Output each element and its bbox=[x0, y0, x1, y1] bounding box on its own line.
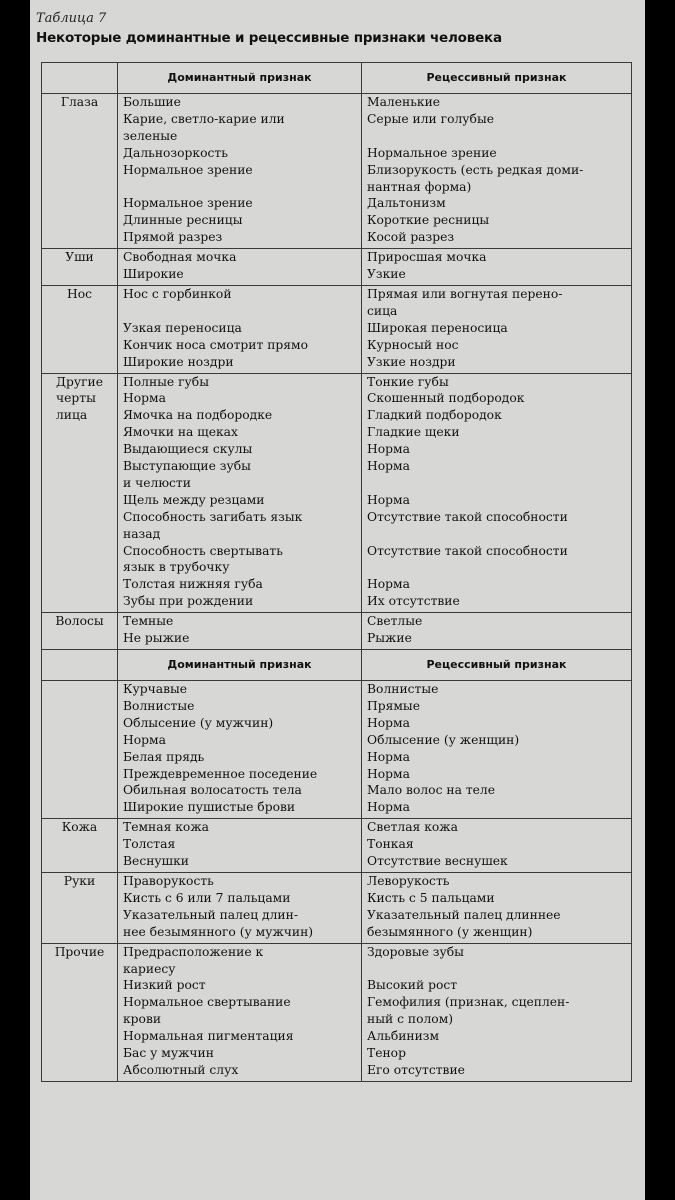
traits-table bbox=[41, 62, 632, 1082]
recessive-trait-line: Указательный палец длиннее bbox=[367, 907, 561, 922]
category-cell bbox=[42, 285, 118, 373]
recessive-trait-line: Прямая или вогнутая перено- bbox=[367, 286, 563, 301]
recessive-trait-line: Гладкие щеки bbox=[367, 425, 460, 440]
dominant-trait-line: Кисть с 6 или 7 пальцами bbox=[123, 890, 291, 905]
recessive-trait-line: Светлые bbox=[367, 614, 423, 629]
section-row bbox=[42, 681, 632, 819]
dominant-trait-line: Свободная мочка bbox=[123, 250, 237, 265]
recessive-trait-line: Узкие bbox=[367, 267, 406, 282]
dominant-trait-line: Толстая bbox=[123, 837, 176, 852]
category-cell bbox=[42, 373, 118, 613]
section-row bbox=[42, 249, 632, 286]
book-page bbox=[30, 0, 645, 1200]
category-cell bbox=[42, 819, 118, 873]
category-label: Руки bbox=[63, 873, 96, 888]
dominant-trait-line: Зубы при рождении bbox=[123, 594, 254, 609]
category-cell bbox=[42, 94, 118, 249]
category-cell bbox=[42, 872, 118, 943]
category-label: Нос bbox=[66, 286, 92, 301]
recessive-trait-line: Его отсутствие bbox=[367, 1062, 465, 1077]
dominant-trait-line: Способность свертывать bbox=[123, 543, 283, 558]
dominant-trait-line: Норма bbox=[123, 391, 166, 406]
dominant-trait-line: язык в трубочку bbox=[123, 560, 230, 575]
recessive-trait-line: Тенор bbox=[367, 1046, 406, 1061]
dominant-trait-line: Облысение (у мужчин) bbox=[123, 715, 274, 730]
recessive-trait-line bbox=[367, 128, 631, 145]
recessive-cell bbox=[362, 943, 632, 1081]
recessive-cell bbox=[362, 613, 632, 650]
category-label: Глаза bbox=[60, 95, 99, 109]
dominant-trait-line: Предрасположение к bbox=[123, 944, 264, 959]
dominant-trait-line: Нормальная пигментация bbox=[123, 1029, 294, 1044]
dominant-trait-line: Узкая переносица bbox=[123, 320, 242, 335]
dominant-trait-line: Щель между резцами bbox=[123, 492, 265, 507]
dominant-trait-line: Способность загибать язык bbox=[123, 509, 303, 524]
dominant-cell bbox=[118, 943, 362, 1081]
dominant-cell bbox=[118, 872, 362, 943]
recessive-trait-line: Курносый нос bbox=[367, 337, 459, 352]
recessive-trait-line: Короткие ресницы bbox=[367, 213, 490, 228]
recessive-trait-line bbox=[367, 475, 631, 492]
dominant-trait-line: Веснушки bbox=[123, 854, 189, 869]
dominant-trait-line: Карие, светло-карие или bbox=[123, 111, 285, 126]
header-dominant: Доминантный признак bbox=[118, 650, 362, 681]
recessive-trait-line: Маленькие bbox=[367, 95, 441, 109]
header-dominant: Доминантный признак bbox=[118, 63, 362, 94]
dominant-trait-line bbox=[123, 179, 361, 196]
dominant-trait-line: Полные губы bbox=[123, 374, 209, 389]
category-cell bbox=[42, 681, 118, 819]
section-row bbox=[42, 373, 632, 613]
recessive-trait-line: Облысение (у женщин) bbox=[367, 732, 520, 747]
recessive-trait-line: Норма bbox=[367, 749, 410, 764]
recessive-trait-line: Норма bbox=[367, 459, 410, 474]
recessive-trait-line: Гемофилия (признак, сцеплен- bbox=[367, 995, 570, 1010]
recessive-trait-line: Высокий рост bbox=[367, 978, 458, 993]
dominant-trait-line: Нормальное зрение bbox=[123, 196, 253, 211]
recessive-cell bbox=[362, 249, 632, 286]
category-cell bbox=[42, 249, 118, 286]
dominant-trait-line: крови bbox=[123, 1012, 162, 1027]
section-row bbox=[42, 872, 632, 943]
recessive-trait-line: Тонкие губы bbox=[367, 374, 449, 389]
category-cell bbox=[42, 613, 118, 650]
dominant-trait-line: Курчавые bbox=[123, 682, 188, 696]
recessive-cell bbox=[362, 285, 632, 373]
recessive-trait-line: Мало волос на теле bbox=[367, 783, 495, 798]
dominant-trait-line: Нос с горбинкой bbox=[123, 286, 232, 301]
dominant-trait-line: Абсолютный слух bbox=[123, 1062, 239, 1077]
recessive-trait-line: Отсутствие веснушек bbox=[367, 854, 508, 869]
recessive-trait-line: Косой разрез bbox=[367, 230, 455, 245]
recessive-cell bbox=[362, 373, 632, 613]
section-row bbox=[42, 819, 632, 873]
category-label: Волосы bbox=[55, 614, 104, 629]
dominant-trait-line: Темные bbox=[123, 614, 174, 629]
recessive-trait-line: Отсутствие такой способности bbox=[367, 543, 568, 558]
recessive-cell bbox=[362, 819, 632, 873]
dominant-trait-line: Широкие пушистые брови bbox=[123, 800, 296, 815]
dominant-trait-line: кариесу bbox=[123, 961, 176, 976]
dominant-cell bbox=[118, 373, 362, 613]
recessive-trait-line: Дальтонизм bbox=[367, 196, 446, 211]
recessive-trait-line: Рыжие bbox=[367, 631, 412, 646]
recessive-trait-line bbox=[367, 961, 631, 978]
dominant-trait-line: Большие bbox=[123, 95, 181, 109]
recessive-trait-line: Норма bbox=[367, 577, 410, 592]
recessive-cell bbox=[362, 681, 632, 819]
recessive-trait-line: Кисть с 5 пальцами bbox=[367, 890, 495, 905]
dominant-trait-line: Ямочка на подбородке bbox=[123, 408, 273, 423]
header-empty-cell bbox=[42, 63, 118, 94]
recessive-trait-line bbox=[367, 526, 631, 543]
recessive-trait-line: Норма bbox=[367, 492, 410, 507]
dominant-trait-line: Ямочки на щеках bbox=[123, 425, 238, 440]
recessive-trait-line: Узкие ноздри bbox=[367, 354, 456, 369]
section-row bbox=[42, 613, 632, 650]
category-label: Кожа bbox=[61, 820, 98, 835]
table-title: Некоторые доминантные и рецессивные признаки человека bbox=[36, 30, 502, 46]
dominant-trait-line: Дальнозоркость bbox=[123, 145, 228, 160]
recessive-trait-line: Приросшая мочка bbox=[367, 250, 487, 265]
table-caption: Таблица 7 bbox=[36, 11, 107, 26]
category-label: Уши bbox=[65, 250, 94, 265]
dominant-trait-line: Кончик носа смотрит прямо bbox=[123, 337, 308, 352]
dominant-trait-line: Волнистые bbox=[123, 698, 195, 713]
recessive-cell bbox=[362, 872, 632, 943]
header-recessive: Рецессивный признак bbox=[362, 63, 632, 94]
dominant-cell bbox=[118, 613, 362, 650]
dominant-trait-line: Темная кожа bbox=[123, 820, 209, 835]
dominant-trait-line: Широкие bbox=[123, 267, 184, 282]
dominant-cell bbox=[118, 681, 362, 819]
dominant-cell bbox=[118, 285, 362, 373]
dominant-cell bbox=[118, 819, 362, 873]
dominant-trait-line: Широкие ноздри bbox=[123, 354, 234, 369]
recessive-trait-line bbox=[367, 559, 631, 576]
recessive-trait-line: нантная форма) bbox=[367, 179, 472, 194]
recessive-trait-line: ный с полом) bbox=[367, 1012, 454, 1027]
dominant-trait-line: и челюсти bbox=[123, 475, 191, 490]
category-cell bbox=[42, 943, 118, 1081]
recessive-trait-line: Норма bbox=[367, 715, 410, 730]
recessive-trait-line: Близорукость (есть редкая доми- bbox=[367, 162, 584, 177]
recessive-trait-line: Нормальное зрение bbox=[367, 145, 497, 160]
dominant-trait-line: Преждевременное поседение bbox=[123, 766, 318, 781]
dominant-trait-line: назад bbox=[123, 526, 161, 541]
recessive-trait-line: Здоровые зубы bbox=[367, 944, 464, 959]
dominant-trait-line: Праворукость bbox=[123, 873, 214, 888]
dominant-trait-line: Толстая нижняя губа bbox=[123, 577, 263, 592]
section-row bbox=[42, 94, 632, 249]
recessive-trait-line: Гладкий подбородок bbox=[367, 408, 502, 423]
recessive-trait-line: Их отсутствие bbox=[367, 594, 460, 609]
recessive-trait-line: Норма bbox=[367, 800, 410, 815]
dominant-trait-line: нее безымянного (у мужчин) bbox=[123, 924, 314, 939]
header-empty-cell bbox=[42, 650, 118, 681]
dominant-cell bbox=[118, 249, 362, 286]
dominant-trait-line: Длинные ресницы bbox=[123, 213, 243, 228]
category-label: Прочие bbox=[54, 944, 105, 959]
recessive-trait-line: Леворукость bbox=[367, 873, 450, 888]
recessive-trait-line: Норма bbox=[367, 442, 410, 457]
dominant-trait-line: Прямой разрез bbox=[123, 230, 223, 245]
recessive-trait-line: Светлая кожа bbox=[367, 820, 458, 835]
dominant-trait-line: Нормальное свертывание bbox=[123, 995, 291, 1010]
header-row-repeat bbox=[42, 650, 632, 681]
header-row bbox=[42, 63, 632, 94]
recessive-trait-line: Прямые bbox=[367, 698, 420, 713]
recessive-cell bbox=[362, 94, 632, 249]
recessive-trait-line: Волнистые bbox=[367, 682, 439, 696]
dominant-trait-line: Нормальное зрение bbox=[123, 162, 253, 177]
recessive-trait-line: Серые или голубые bbox=[367, 111, 495, 126]
recessive-trait-line: сица bbox=[367, 303, 398, 318]
dominant-trait-line: Выдающиеся скулы bbox=[123, 442, 253, 457]
dominant-trait-line: Бас у мужчин bbox=[123, 1046, 214, 1061]
recessive-trait-line: Тонкая bbox=[367, 837, 414, 852]
recessive-trait-line: Норма bbox=[367, 766, 410, 781]
dominant-trait-line: Обильная волосатость тела bbox=[123, 783, 302, 798]
dominant-trait-line bbox=[123, 303, 361, 320]
recessive-trait-line: Альбинизм bbox=[367, 1029, 440, 1044]
recessive-trait-line: Отсутствие такой способности bbox=[367, 509, 568, 524]
section-row bbox=[42, 943, 632, 1081]
dominant-trait-line: Не рыжие bbox=[123, 631, 190, 646]
header-recessive: Рецессивный признак bbox=[362, 650, 632, 681]
dominant-cell bbox=[118, 94, 362, 249]
dominant-trait-line: Белая прядь bbox=[123, 749, 205, 764]
dominant-trait-line: зеленые bbox=[123, 128, 178, 143]
dominant-trait-line: Норма bbox=[123, 732, 166, 747]
section-row bbox=[42, 285, 632, 373]
dominant-trait-line: Низкий рост bbox=[123, 978, 206, 993]
recessive-trait-line: Скошенный подбородок bbox=[367, 391, 525, 406]
dominant-trait-line: Выступающие зубы bbox=[123, 459, 251, 474]
dominant-trait-line: Указательный палец длин- bbox=[123, 907, 298, 922]
recessive-trait-line: безымянного (у женщин) bbox=[367, 924, 533, 939]
recessive-trait-line: Широкая переносица bbox=[367, 320, 508, 335]
category-label: Другие черты лица bbox=[55, 374, 104, 423]
